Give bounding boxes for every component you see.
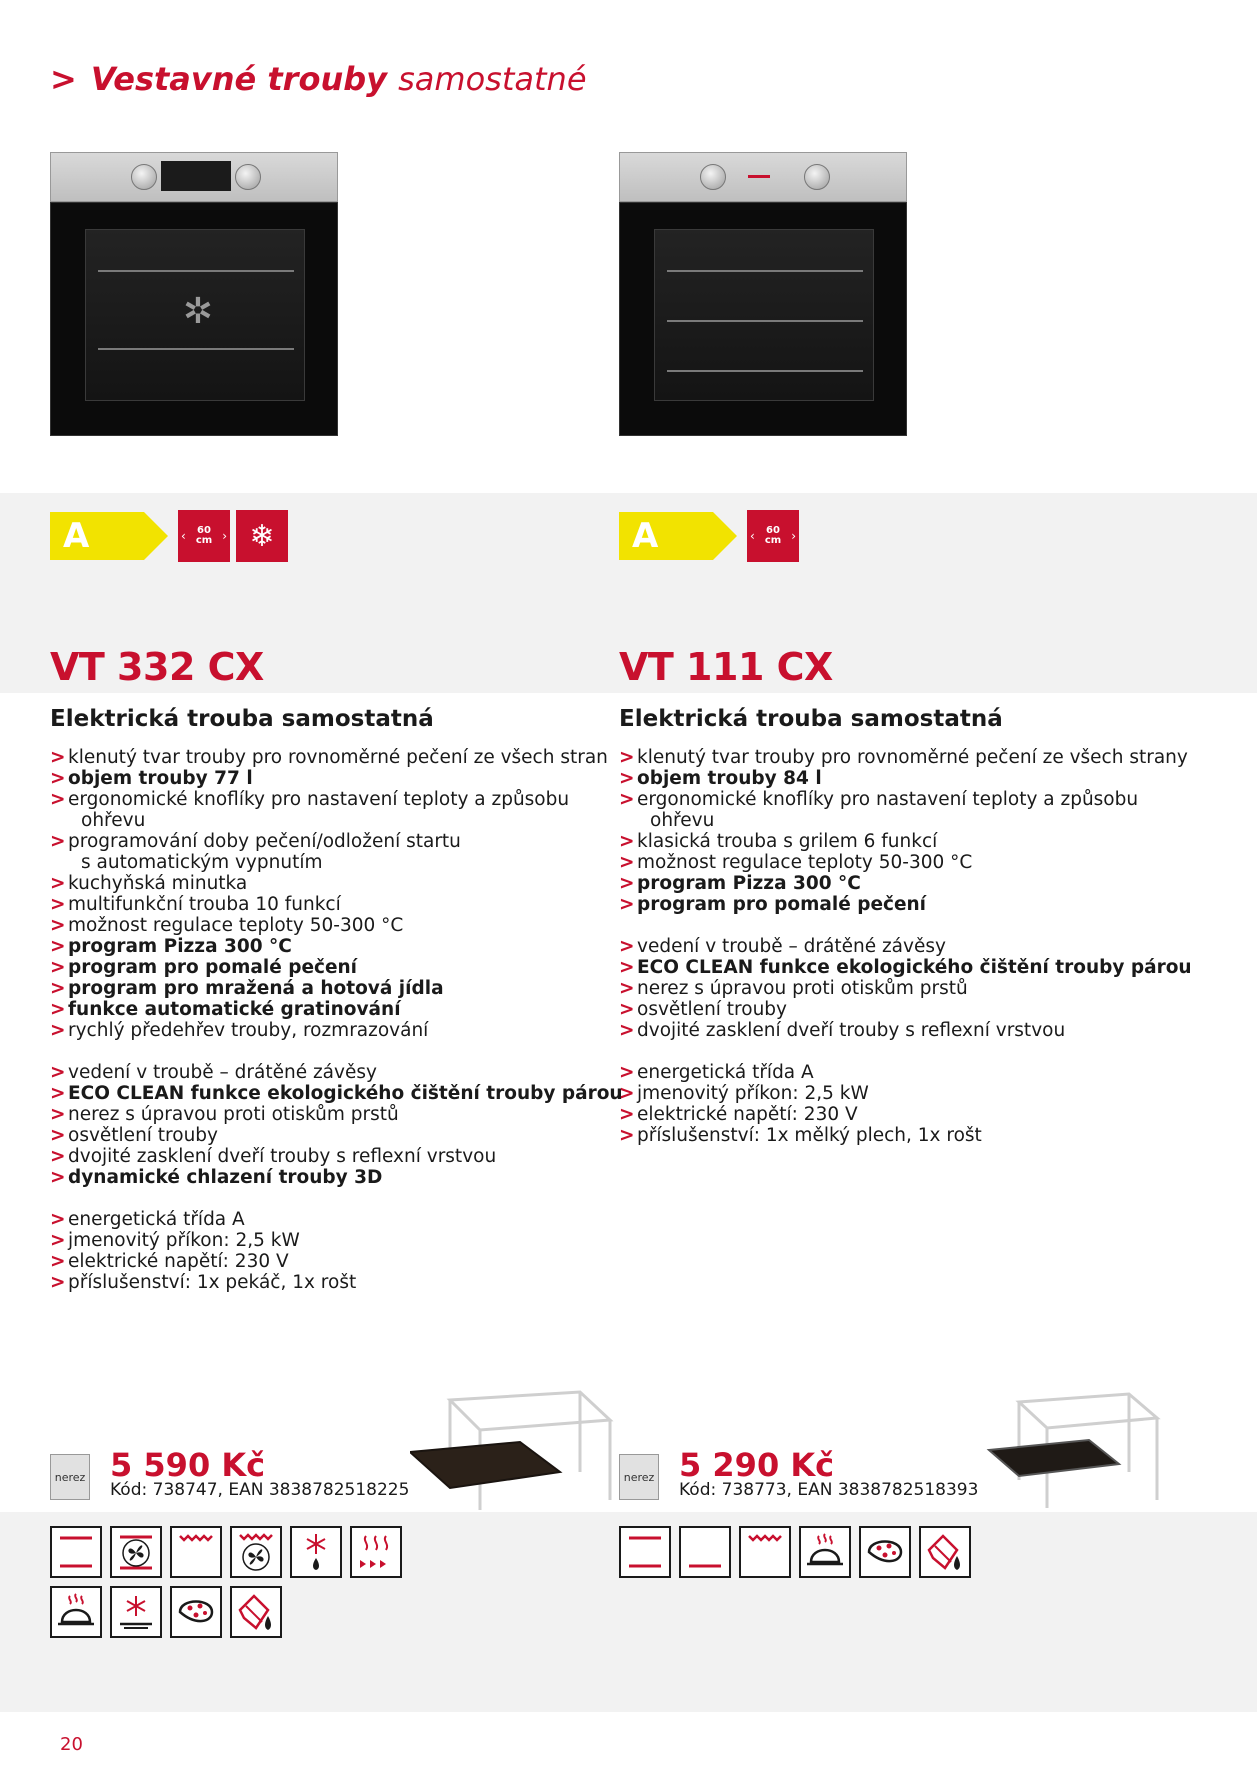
bullet-arrow-icon: >	[619, 831, 635, 852]
oven-window	[654, 229, 874, 401]
feature-text: ohřevu	[81, 810, 146, 831]
feature-text: nerez s úpravou proti otiskům prstů	[637, 978, 968, 999]
feature-item	[619, 957, 1192, 978]
bullet-arrow-icon: >	[50, 1251, 66, 1272]
feature-item	[50, 1083, 623, 1104]
snowflake-fan-icon: ❄	[249, 518, 275, 554]
bottom-heat-icon	[681, 1528, 729, 1576]
function-icon-box	[799, 1526, 851, 1578]
bullet-arrow-icon: >	[50, 1209, 66, 1230]
feature-text: energetická třída A	[68, 1209, 245, 1230]
feature-item	[50, 789, 610, 810]
product-card-vt-332-cx	[50, 0, 623, 1785]
feature-item	[50, 747, 610, 768]
feature-text: program pro mražená a hotová jídla	[68, 978, 444, 999]
eco-clean-icon	[921, 1528, 969, 1576]
bullet-arrow-icon: >	[50, 957, 66, 978]
material-swatch	[619, 1454, 659, 1500]
bullet-arrow-icon: >	[619, 894, 635, 915]
feature-text: vedení v troubě – drátěné závěsy	[637, 936, 946, 957]
tray-rack-icon	[979, 1380, 1179, 1540]
bullet-arrow-icon: >	[619, 978, 635, 999]
oven-rack	[98, 270, 294, 272]
function-icon-box	[50, 1586, 102, 1638]
grill-icon	[741, 1528, 789, 1576]
feature-text: možnost regulace teploty 50-300 °C	[68, 915, 404, 936]
feature-item	[50, 1167, 610, 1188]
oven-rack	[667, 320, 863, 322]
oven-rack	[667, 270, 863, 272]
bullet-arrow-icon: >	[619, 789, 635, 810]
feature-item	[619, 789, 1179, 810]
price: 5 290 Kč	[679, 1446, 835, 1484]
chevron-right-icon: >	[50, 60, 77, 98]
pizza-icon	[861, 1528, 909, 1576]
product-subtitle: Elektrická trouba samostatná	[619, 706, 1003, 732]
feature-item	[50, 894, 610, 915]
bullet-arrow-icon: >	[619, 999, 635, 1020]
feature-item	[50, 1104, 610, 1125]
function-icon-box	[739, 1526, 791, 1578]
size-badge-label: 60 cm	[195, 525, 213, 546]
feature-item	[619, 999, 1179, 1020]
fan-3d-badge	[236, 510, 288, 562]
energy-class-badge	[50, 512, 168, 560]
oven-control-panel	[619, 152, 907, 202]
energy-class-badge	[619, 512, 737, 560]
function-icon-box	[110, 1526, 162, 1578]
feature-text: klasická trouba s grilem 6 funkcí	[637, 831, 938, 852]
feature-item	[619, 1104, 1179, 1125]
feature-item	[50, 852, 610, 873]
feature-text: ergonomické knoflíky pro nastavení teploty a způsobu	[68, 789, 570, 810]
feature-item	[50, 936, 610, 957]
bullet-arrow-icon: >	[50, 936, 66, 957]
function-icon-box	[170, 1526, 222, 1578]
feature-text: ECO CLEAN funkce ekologického čištění trouby párou	[68, 1083, 623, 1104]
oven-knob-right	[235, 164, 261, 190]
bullet-arrow-icon: >	[50, 978, 66, 999]
feature-text: program pro pomalé pečení	[637, 894, 927, 915]
oven-knob-right	[804, 164, 830, 190]
feature-text: rychlý předehřev trouby, rozmrazování	[68, 1020, 429, 1041]
feature-item	[619, 1020, 1179, 1041]
feature-text: vedení v troubě – drátěné závěsy	[68, 1062, 377, 1083]
feature-item	[619, 1083, 1179, 1104]
tray-rack-icon	[410, 1380, 630, 1540]
feature-text: možnost regulace teploty 50-300 °C	[637, 852, 973, 873]
feature-text: příslušenství: 1x pekáč, 1x rošt	[68, 1272, 357, 1293]
product-subtitle: Elektrická trouba samostatná	[50, 706, 434, 732]
feature-text: klenutý tvar trouby pro rovnoměrné pečení ze všech strany	[637, 747, 1188, 768]
feature-item	[619, 852, 1179, 873]
feature-text: programování doby pečení/odložení startu	[68, 831, 461, 852]
feature-text: s automatickým vypnutím	[81, 852, 323, 873]
feature-text: ohřevu	[650, 810, 715, 831]
feature-text: příslušenství: 1x mělký plech, 1x rošt	[637, 1125, 982, 1146]
oven-rack	[98, 348, 294, 350]
feature-item	[50, 999, 610, 1020]
accessory-image	[410, 1380, 630, 1540]
function-icon-box	[919, 1526, 971, 1578]
feature-item	[50, 1209, 610, 1230]
oven-knob-left	[700, 164, 726, 190]
material-swatch	[50, 1454, 90, 1500]
bullet-arrow-icon: >	[50, 747, 66, 768]
feature-text: dynamické chlazení trouby 3D	[68, 1167, 383, 1188]
feature-text: program Pizza 300 °C	[637, 873, 861, 894]
feature-item	[619, 810, 1179, 831]
bullet-arrow-icon: >	[50, 1272, 66, 1293]
feature-text: osvětlení trouby	[68, 1125, 218, 1146]
accessory-image	[979, 1380, 1179, 1540]
bullet-arrow-icon: >	[619, 873, 635, 894]
feature-text: elektrické napětí: 230 V	[68, 1251, 289, 1272]
model-name: VT 332 CX	[50, 645, 264, 689]
function-icon-box	[859, 1526, 911, 1578]
price: 5 590 Kč	[110, 1446, 266, 1484]
function-icon-box	[290, 1526, 342, 1578]
pizza-icon	[172, 1588, 220, 1636]
bullet-arrow-icon: >	[619, 852, 635, 873]
pizza-dish-icon	[52, 1588, 100, 1636]
feature-text: jmenovitý příkon: 2,5 kW	[68, 1230, 300, 1251]
bullet-arrow-icon: >	[619, 957, 635, 978]
feature-item	[50, 768, 610, 789]
bullet-arrow-icon: >	[50, 831, 66, 852]
fan-heat-icon	[112, 1528, 160, 1576]
grill-icon	[172, 1528, 220, 1576]
bullet-arrow-icon: >	[50, 1104, 66, 1125]
bullet-arrow-icon: >	[619, 1062, 635, 1083]
feature-item	[50, 1062, 610, 1083]
feature-item	[50, 810, 610, 831]
feature-item	[619, 1062, 1179, 1083]
page-number: 20	[60, 1734, 83, 1755]
pizza-dish-icon	[801, 1528, 849, 1576]
model-name: VT 111 CX	[619, 645, 833, 689]
defrost-plate-icon	[112, 1588, 160, 1636]
grill-fan-icon	[232, 1528, 280, 1576]
feature-item	[50, 1251, 610, 1272]
feature-text: objem trouby 84 l	[637, 768, 822, 789]
function-icon-box	[619, 1526, 671, 1578]
feature-item	[50, 1125, 610, 1146]
function-icon-box	[230, 1586, 282, 1638]
bullet-arrow-icon: >	[50, 1083, 66, 1104]
feature-text: nerez s úpravou proti otiskům prstů	[68, 1104, 399, 1125]
material-label: nerez	[54, 1470, 86, 1484]
feature-item	[619, 747, 1188, 768]
function-icon-box	[679, 1526, 731, 1578]
feature-text: ergonomické knoflíky pro nastavení teploty a způsobu	[637, 789, 1139, 810]
eco-clean-icon	[232, 1588, 280, 1636]
bullet-arrow-icon: >	[50, 1230, 66, 1251]
bullet-arrow-icon: >	[50, 999, 66, 1020]
oven-knob-left	[131, 164, 157, 190]
feature-text: funkce automatické gratinování	[68, 999, 401, 1020]
feature-item	[50, 1272, 610, 1293]
chevron-left-icon: ‹	[181, 529, 186, 543]
feature-text: objem trouby 77 l	[68, 768, 253, 789]
size-badge-label: 60 cm	[764, 525, 782, 546]
size-badge	[178, 510, 230, 562]
feature-text: program pro pomalé pečení	[68, 957, 358, 978]
chevron-right-icon: ›	[791, 529, 796, 543]
feature-item	[50, 1230, 610, 1251]
bullet-arrow-icon: >	[50, 768, 66, 789]
top-bottom-heat-icon	[52, 1528, 100, 1576]
feature-text: program Pizza 300 °C	[68, 936, 292, 957]
oven-door	[50, 202, 338, 436]
bullet-arrow-icon: >	[619, 1083, 635, 1104]
bullet-arrow-icon: >	[50, 873, 66, 894]
feature-text: jmenovitý příkon: 2,5 kW	[637, 1083, 869, 1104]
oven-image	[50, 152, 338, 436]
bullet-arrow-icon: >	[619, 1125, 635, 1146]
oven-display	[161, 161, 231, 191]
feature-text: osvětlení trouby	[637, 999, 787, 1020]
function-icon-box	[350, 1526, 402, 1578]
bullet-arrow-icon: >	[50, 1167, 66, 1188]
feature-item	[50, 1020, 610, 1041]
feature-item	[619, 894, 1179, 915]
feature-text: dvojité zasklení dveří trouby s reflexní vrstvou	[637, 1020, 1066, 1041]
energy-class-letter: A	[632, 516, 659, 556]
top-bottom-heat-icon	[621, 1528, 669, 1576]
function-icon-box	[170, 1586, 222, 1638]
oven-indicator	[748, 175, 770, 178]
bullet-arrow-icon: >	[619, 747, 635, 768]
material-label: nerez	[623, 1470, 655, 1484]
page-title-light: samostatné	[398, 60, 587, 98]
feature-list	[50, 747, 623, 1293]
feature-item	[619, 768, 1179, 789]
fast-preheat-icon	[352, 1528, 400, 1576]
feature-text: energetická třída A	[637, 1062, 814, 1083]
feature-text: dvojité zasklení dveří trouby s reflexní vrstvou	[68, 1146, 497, 1167]
oven-window	[85, 229, 305, 401]
feature-item	[50, 873, 610, 894]
product-code: Kód: 738773, EAN 3838782518393	[679, 1480, 979, 1500]
function-icon-box	[230, 1526, 282, 1578]
page-title-bold: Vestavné trouby	[90, 60, 387, 98]
feature-text: klenutý tvar trouby pro rovnoměrné pečení ze všech stran	[68, 747, 608, 768]
bullet-arrow-icon: >	[50, 915, 66, 936]
feature-item	[50, 915, 610, 936]
function-icon-box	[50, 1526, 102, 1578]
oven-control-panel	[50, 152, 338, 202]
feature-item	[619, 831, 1179, 852]
feature-item	[50, 978, 610, 999]
feature-item	[50, 957, 610, 978]
oven-rack	[667, 370, 863, 372]
product-card-vt-111-cx	[619, 0, 1192, 1785]
product-code: Kód: 738747, EAN 3838782518225	[110, 1480, 410, 1500]
bullet-arrow-icon: >	[619, 1020, 635, 1041]
size-badge	[747, 510, 799, 562]
bullet-arrow-icon: >	[50, 1125, 66, 1146]
feature-item	[619, 978, 1179, 999]
chevron-right-icon: ›	[222, 529, 227, 543]
bullet-arrow-icon: >	[50, 894, 66, 915]
feature-item	[50, 1146, 610, 1167]
oven-fan-icon: ✲	[182, 291, 214, 332]
feature-text: kuchyňská minutka	[68, 873, 248, 894]
bullet-arrow-icon: >	[619, 768, 635, 789]
chevron-left-icon: ‹	[750, 529, 755, 543]
oven-door	[619, 202, 907, 436]
oven-image	[619, 152, 907, 436]
feature-list	[619, 747, 1192, 1146]
feature-text: multifunkční trouba 10 funkcí	[68, 894, 341, 915]
feature-item	[619, 1125, 1179, 1146]
energy-class-letter: A	[63, 516, 90, 556]
bullet-arrow-icon: >	[619, 1104, 635, 1125]
bullet-arrow-icon: >	[50, 789, 66, 810]
bullet-arrow-icon: >	[619, 936, 635, 957]
feature-item	[619, 936, 1179, 957]
defrost-drop-icon	[292, 1528, 340, 1576]
feature-text: ECO CLEAN funkce ekologického čištění trouby párou	[637, 957, 1192, 978]
feature-item	[619, 873, 1179, 894]
feature-text: elektrické napětí: 230 V	[637, 1104, 858, 1125]
feature-item	[50, 831, 610, 852]
function-icon-box	[110, 1586, 162, 1638]
bullet-arrow-icon: >	[50, 1020, 66, 1041]
bullet-arrow-icon: >	[50, 1062, 66, 1083]
bullet-arrow-icon: >	[50, 1146, 66, 1167]
